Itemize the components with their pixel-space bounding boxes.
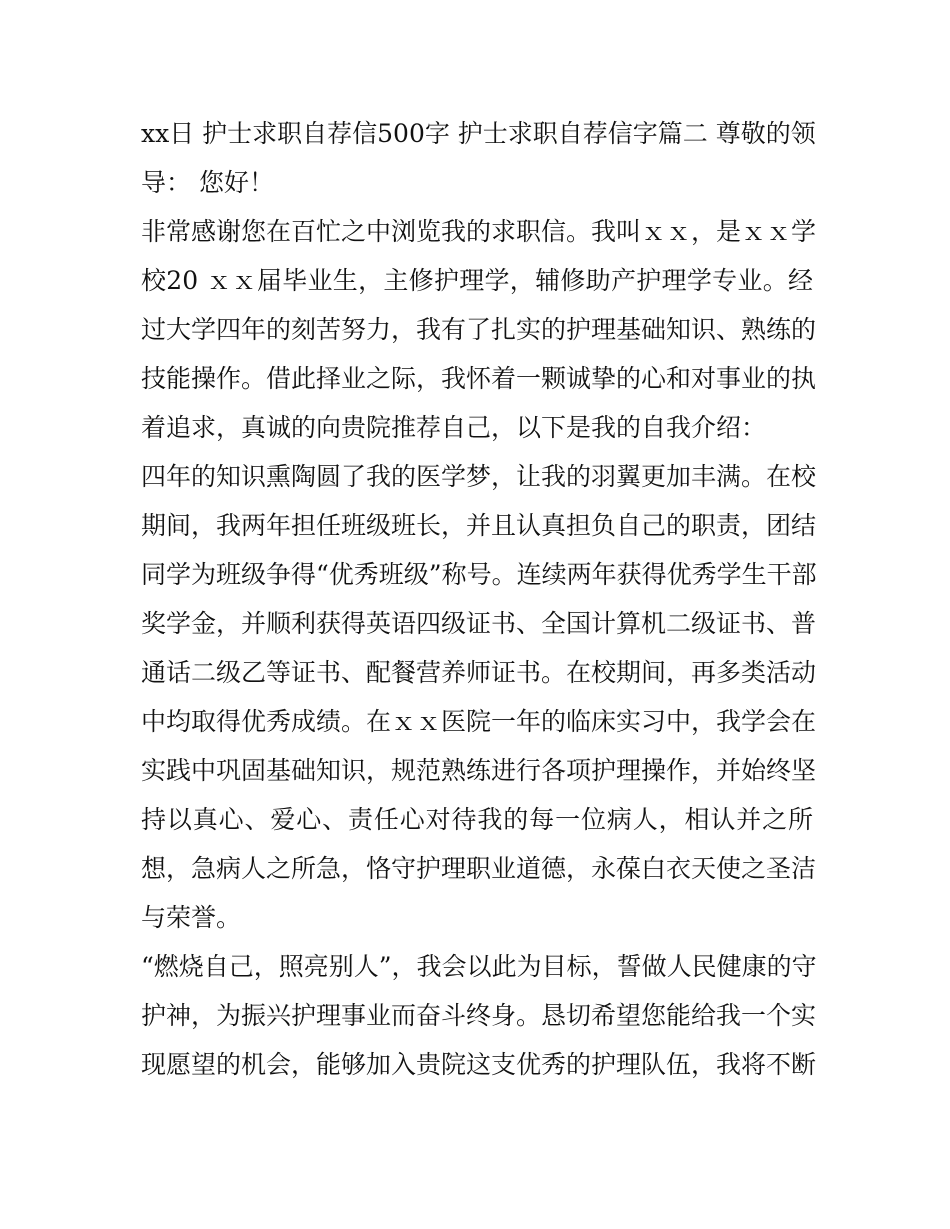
- text-line-15: 持以真心、爱心、责任心对待我的每一位病人，相认并之所: [141, 805, 813, 834]
- text-line-4: 校20 ｘｘ届毕业生，主修护理学，辅修助产护理学专业。经: [141, 266, 813, 295]
- text-line-3: 非常感谢您在百忙之中浏览我的求职信。我叫ｘｘ，是ｘｘ学: [141, 217, 817, 246]
- text-line-14: 实践中巩固基础知识，规范熟练进行各项护理操作，并始终坚: [141, 756, 817, 785]
- text-line-17: 与荣誉。: [141, 903, 242, 932]
- text-line-1: xx日 护士求职自荐信500字 护士求职自荐信字篇二 尊敬的领: [141, 119, 816, 148]
- text-line-18: “燃烧自己，照亮别人”，我会以此为目标，誓做人民健康的守: [141, 952, 817, 981]
- letter-body: [141, 109, 817, 1089]
- text-line-10: 同学为班级争得“优秀班级”称号。连续两年获得优秀学生干部: [141, 560, 817, 589]
- text-line-2: 导： 您好！: [141, 168, 274, 197]
- text-line-16: 想，急病人之所急，恪守护理职业道德，永葆白衣天使之圣洁: [141, 854, 817, 883]
- text-line-11: 奖学金，并顺利获得英语四级证书、全国计算机二级证书、普: [141, 609, 817, 638]
- text-line-5: 过大学四年的刻苦努力，我有了扎实的护理基础知识、熟练的: [141, 315, 817, 344]
- text-line-12: 通话二级乙等证书、配餐营养师证书。在校期间，再多类活动: [141, 658, 817, 687]
- text-line-6: 技能操作。借此择业之际，我怀着一颗诚挚的心和对事业的执: [141, 364, 817, 393]
- text-line-9: 期间，我两年担任班级班长，并且认真担负自己的职责，团结: [141, 511, 817, 540]
- text-line-13: 中均取得优秀成绩。在ｘｘ医院一年的临床实习中，我学会在: [141, 707, 817, 736]
- text-line-20: 现愿望的机会，能够加入贵院这支优秀的护理队伍，我将不断: [141, 1050, 817, 1079]
- text-line-7: 着追求，真诚的向贵院推荐自己，以下是我的自我介绍：: [141, 413, 767, 442]
- text-line-19: 护神，为振兴护理事业而奋斗终身。恳切希望您能给我一个实: [141, 1001, 817, 1030]
- text-line-8: 四年的知识熏陶圆了我的医学梦，让我的羽翼更加丰满。在校: [141, 462, 817, 491]
